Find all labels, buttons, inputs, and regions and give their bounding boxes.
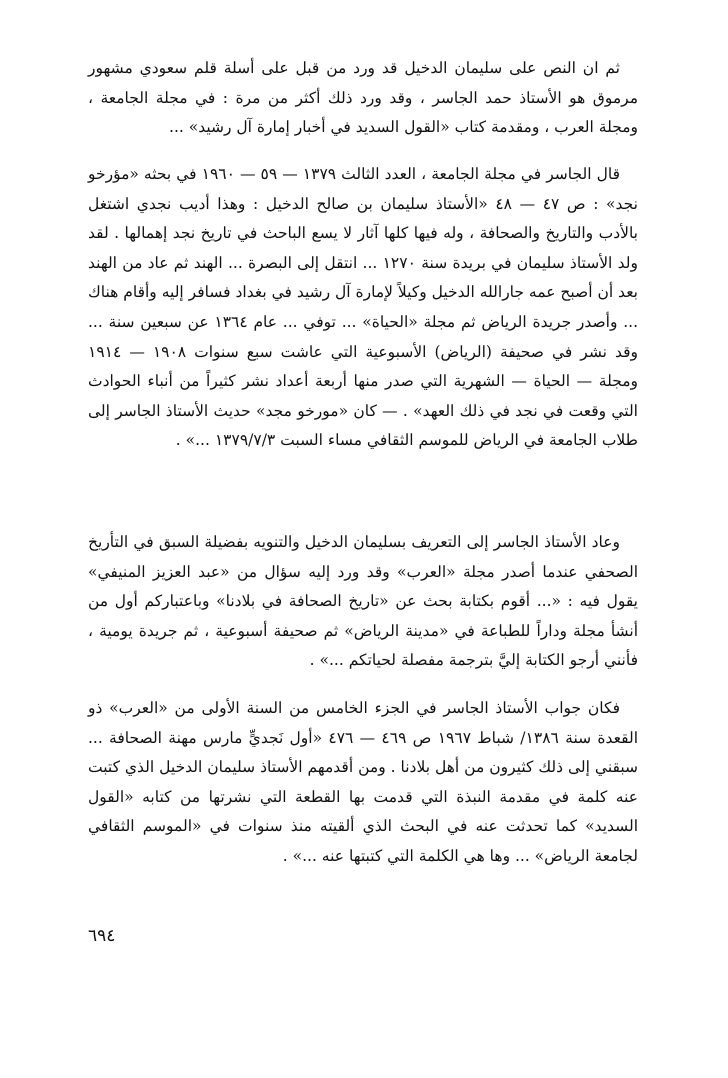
paragraph-1-block bbox=[88, 54, 638, 143]
page-number: ٦٩٤ bbox=[88, 926, 116, 946]
paragraph-3-block bbox=[88, 528, 638, 676]
paragraph-1: ثم ان النص على سليمان الدخيل قد ورد من قبل على أسلة قلم سعودي مشهور مرموق هو الأستاذ حمد الجاسر ، وقد ورد ذلك أكثر من مرة : في مجلة الجامعة ، ومجلة العرب ، ومقدمة كتاب «القول السديد في أخبار إمارة آل رشيد» ... bbox=[88, 59, 638, 137]
paragraph-2: قال الجاسر في مجلة الجامعة ، العدد الثالث ١٣٧٩ — ٥٩ — ١٩٦٠ في بحثه «مؤرخو نجد» : ص ٤٧ — ٤٨ «الأستاذ سليمان بن صالح الدخيل : وهذا أديب نجدي اشتغل بالأدب والتاريخ والصحافة ، وله فيها كلها آثار لا يسع الباحث في تاريخ نجد إهمالها . لقد ولد الأستاذ سليمان في بريدة سنة ١٢٧٠ ... انتقل إلى البصرة ... الهند ثم عاد من الهند بعد أن أصبح عمه جارالله الدخيل وكيلاً لإمارة آل رشيد في بغداد فسافر إليه وأقام هناك ... وأصدر جريدة الرياض ثم مجلة «الحياة» ... توفي ... عام ١٣٦٤ عن سبعين سنة ... وقد نشر في صحيفة (الرياض) الأسبوعية التي عاشت سبع سنوات ١٩٠٨ — ١٩١٤ ومجلة — الحياة — الشهرية التي صدر منها أربعة أعداد نشر كثيراً من أنباء الحوادث التي وقعت في نجد في ذلك العهد» . — كان «مورخو مجد» حديث الأستاذ الجاسر إلى طلاب الجامعة في الرياض للموسم الثقافي مساء السبت ١٣٧٩/٧/٣ ...» . bbox=[87, 165, 638, 450]
paragraph-4: فكان جواب الأستاذ الجاسر في الجزء الخامس من السنة الأولى من «العرب» ذو القعدة سنة ١٣٨٦/ شباط ١٩٦٧ ص ٤٦٩ — ٤٧٦ «أول نَجديٍّ مارس مهنة الصحافة ... سبقني إلى ذلك كثيرون من أهل بلادنا . ومن أقدمهم الأستاذ سليمان الدخيل الذي كتبت عنه كلمة في مقدمة النبذة التي قدمت بها القطعة التي نشرتها من كتابه «القول السديد» كما تحدثت عنه في البحث الذي ألقيته منذ سنوات في «الموسم الثقافي لجامعة الرياض» ... وها هي الكلمة التي كتبتها عنه ...» . bbox=[88, 699, 638, 865]
paragraph-4-block bbox=[88, 694, 638, 872]
paragraph-3: وعاد الأستاذ الجاسر إلى التعريف بسليمان الدخيل والتنويه بفضيلة السبق في التأريخ الصحفي عندما أصدر مجلة «العرب» وقد ورد إليه سؤال من «عبد العزيز المنيفي» يقول فيه : «... أقوم بكتابة بحث عن «تاريخ الصحافة في بلادنا» وباعتباركم أول من أنشأ مجلة وداراً للطباعة في «مدينة الرياض» ثم صحيفة أسبوعية ، ثم جريدة يومية ، فأنني أرجو الكتابة إليَّ بترجمة مفصلة لحياتكم ...» . bbox=[88, 533, 638, 670]
paragraph-2-block bbox=[88, 160, 638, 456]
